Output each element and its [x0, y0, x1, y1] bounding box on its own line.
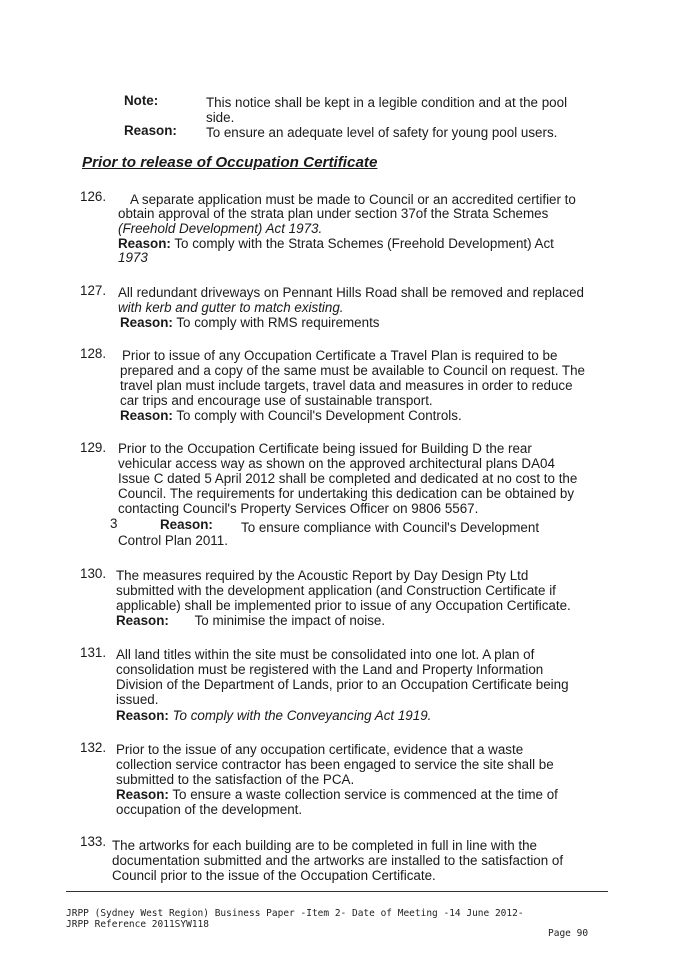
condition-line: submitted with the development application (and Construction Certificate if [116, 583, 556, 598]
reason-label: Reason: [120, 408, 173, 423]
condition-line: submitted to the satisfaction of the PCA. [116, 772, 355, 787]
condition-line: Prior to the issue of any occupation certificate, evidence that a waste [116, 742, 524, 757]
page-number: Page 90 [548, 928, 589, 939]
reason-label: Reason: [116, 787, 169, 802]
condition-line: issued. [116, 692, 159, 707]
condition-number: 126. [80, 189, 107, 204]
note-text-2: side. [206, 110, 235, 125]
condition-reason [120, 315, 379, 330]
condition-number: 129. [80, 440, 107, 455]
condition-line: The artworks for each building are to be completed in full in line with the [112, 838, 538, 853]
condition-number: 133. [80, 834, 107, 849]
footer-meeting-info: JRPP (Sydney West Region) Business Paper -Item 2- Date of Meeting -14 June 2012- [66, 908, 524, 919]
reason-text: To comply with RMS requirements [176, 315, 380, 330]
reason-label: Reason: [116, 613, 169, 628]
reason-text-cont: 1973 [118, 250, 148, 265]
reason-label: Reason: [124, 123, 177, 138]
condition-line: Division of the Department of Lands, prior to an Occupation Certificate being [116, 677, 569, 692]
condition-line: vehicular access way as shown on the approved architectural plans DA04 [118, 456, 555, 471]
reason-text-cont: occupation of the development. [116, 802, 303, 817]
condition-number: 127. [80, 283, 107, 298]
reason-text: To minimise the impact of noise. [194, 613, 386, 628]
condition-reason [116, 613, 385, 628]
footer-divider [66, 891, 608, 892]
condition-line [118, 206, 548, 221]
note-text-1: This notice shall be kept in a legible condition and at the pool [206, 95, 568, 110]
condition-line: Issue C dated 5 April 2012 shall be completed and dedicated at no cost to the [118, 471, 578, 486]
condition-line-text: obtain approval of the strata plan under section 37of the Strata Schemes [118, 206, 549, 221]
reason-text: To comply with the Conveyancing Act 1919. [172, 708, 432, 723]
reason-label: Reason: [118, 236, 171, 251]
condition-line: (Freehold Development) Act 1973. [118, 221, 323, 236]
condition-line: Prior to issue of any Occupation Certificate a Travel Plan is required to be [122, 348, 558, 363]
reason-text: To ensure an adequate level of safety for young pool users. [206, 125, 558, 140]
condition-line: All land titles within the site must be consolidated into one lot. A plan of [116, 647, 535, 662]
condition-line: The measures required by the Acoustic Report by Day Design Pty Ltd [116, 568, 529, 583]
condition-number: 128. [80, 346, 107, 361]
condition-reason [116, 708, 431, 723]
reason-label: Reason: [160, 517, 213, 532]
reason-text: To ensure a waste collection service is commenced at the time of [172, 787, 558, 802]
reason-label: Reason: [116, 708, 169, 723]
reason-label: Reason: [120, 315, 173, 330]
condition-line: collection service contractor has been engaged to service the site shall be [116, 757, 554, 772]
reason-text: To ensure compliance with Council's Development [241, 520, 540, 535]
condition-line: car trips and encourage use of sustainable transport. [120, 393, 433, 408]
condition-line: Prior to the Occupation Certificate being issued for Building D the rear [118, 441, 532, 456]
condition-line: with kerb and gutter to match existing. [118, 300, 344, 315]
condition-line: All redundant driveways on Pennant Hills Road shall be removed and replaced [118, 285, 584, 300]
condition-number: 132. [80, 740, 107, 755]
reason-text-cont: Control Plan 2011. [118, 533, 228, 548]
condition-line: consolidation must be registered with the Land and Property Information [116, 662, 544, 677]
condition-line: travel plan must include targets, travel data and measures in order to reduce [120, 378, 573, 393]
condition-reason [118, 236, 554, 251]
note-label: Note: [124, 93, 159, 108]
condition-line: documentation submitted and the artworks are installed to the satisfaction of [112, 853, 564, 868]
condition-line: Council prior to the issue of the Occupation Certificate. [112, 868, 436, 883]
condition-line: applicable) shall be implemented prior to issue of any Occupation Certificate. [116, 598, 571, 613]
condition-reason [120, 408, 462, 423]
condition-line: contacting Council's Property Services Officer on 9806 5567. [118, 501, 479, 516]
stray-mark: 3 [110, 516, 118, 531]
reason-text: To comply with the Strata Schemes (Freehold Development) Act [174, 236, 554, 251]
reason-text: To comply with Council's Development Controls. [176, 408, 462, 423]
condition-line: A separate application must be made to Council or an accredited certifier to [130, 192, 576, 207]
footer-reference: JRPP Reference 2011SYW118 [66, 919, 209, 930]
condition-line: Council. The requirements for undertaking this dedication can be obtained by [118, 486, 575, 501]
condition-reason [116, 787, 558, 802]
condition-number: 130. [80, 566, 107, 581]
condition-number: 131. [80, 645, 107, 660]
section-heading: Prior to release of Occupation Certificate [82, 154, 378, 171]
condition-line: prepared and a copy of the same must be available to Council on request. The [120, 363, 585, 378]
